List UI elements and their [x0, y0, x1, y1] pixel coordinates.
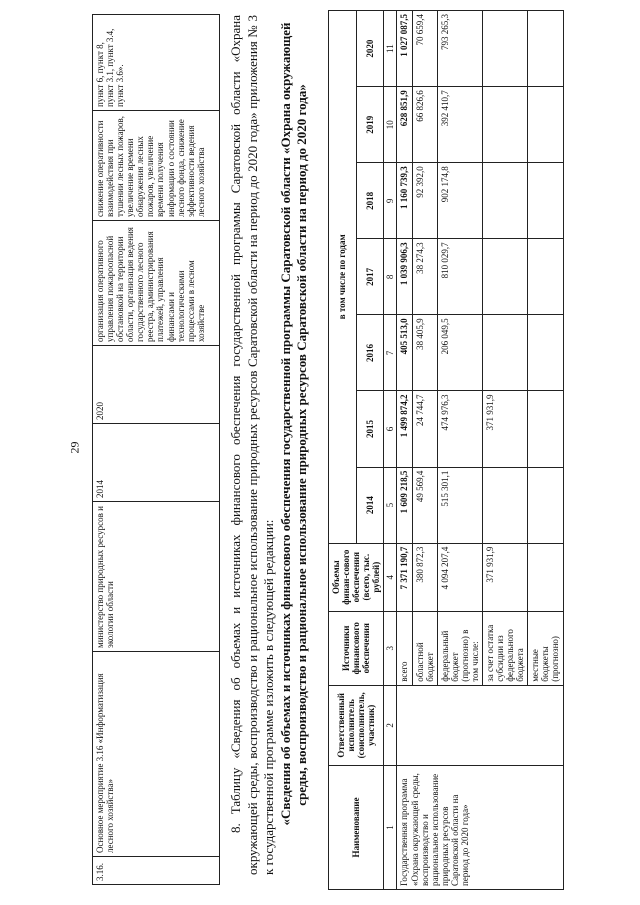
header-executor: Ответственный исполнитель (соисполнитель, участник): [329, 685, 384, 765]
header-year: 2014: [356, 467, 384, 543]
funding-year-value: 1 499 874,2: [397, 391, 412, 467]
funding-year-value: [528, 391, 563, 467]
funding-total: [528, 543, 563, 611]
funding-year-value: 38 274,3: [412, 239, 437, 315]
program-name: Государственная программа «Охрана окружающей среды, воспроизводство и рациональное использование природных ресурсов Саратовской области на период до 2020 года»: [397, 765, 563, 889]
header-year: 2017: [356, 239, 384, 315]
funding-year-value: 49 569,4: [412, 467, 437, 543]
event-tasks: организация оперативного управления пожароопасной обстановкой на территории области, организация ведения государственного лесного реестра, администрирования платежей, управления финансами и технологическими процессами в лесном хозяйстве: [93, 221, 220, 346]
funding-year-value: [528, 87, 563, 163]
event-link: пункт 6, пункт 8, пункт 3.1, пункт 3.4, пункт 3.6».: [93, 15, 220, 111]
funding-total: 7 371 190,7: [397, 543, 412, 611]
funding-year-value: 405 513,0: [397, 315, 412, 391]
column-number: 7: [384, 315, 397, 391]
funding-year-value: 810 029,7: [437, 239, 482, 315]
funding-year-value: 515 301,1: [437, 467, 482, 543]
amendment-text: [228, 15, 311, 875]
funding-total: 380 872,3: [412, 543, 437, 611]
funding-source: местные бюджеты (прогнозно): [528, 611, 563, 685]
funding-year-value: 206 049,5: [437, 315, 482, 391]
table-heading: «Сведения об объемах и источниках финансового обеспечения государственной программы Саратовской области «Охрана окружающей среды, воспроизводство и рациональное использование природных ресурсов Саратовской области на период до 2020 года»: [277, 22, 309, 826]
funding-year-value: [483, 163, 528, 239]
funding-year-value: 70 659,4: [412, 11, 437, 87]
funding-year-value: 371 931,9: [483, 391, 528, 467]
funding-year-value: 38 405,9: [412, 315, 437, 391]
funding-year-value: 902 174,8: [437, 163, 482, 239]
header-name: Наименование: [329, 765, 384, 889]
header-by-years: в том числе по годам: [329, 11, 357, 544]
funding-source: за счет остатка субсидии из федерального бюджета: [483, 611, 528, 685]
funding-year-value: 628 851,9: [397, 87, 412, 163]
column-number: 5: [384, 467, 397, 543]
funding-year-value: [483, 467, 528, 543]
funding-year-value: [483, 11, 528, 87]
header-year: 2016: [356, 315, 384, 391]
program-executor: [397, 685, 563, 765]
funding-year-value: 66 826,6: [412, 87, 437, 163]
event-executor: министерство природных ресурсов и экологии области: [93, 502, 220, 652]
table-body: [397, 11, 563, 890]
table-row: [397, 11, 412, 890]
funding-source: всего: [397, 611, 412, 685]
column-number: 6: [384, 391, 397, 467]
header-sources: Источники финансового обеспечения: [329, 611, 384, 685]
continued-events-table: [92, 14, 220, 885]
event-result: снижение оперативности взаимодействия при тушении лесных пожаров, увеличение времени обнаружения лесных пожаров, увеличение времени получения информации о состоянии лесного фонда, снижение эффективности ведения лесного хозяйства: [93, 111, 220, 221]
column-number: 4: [384, 543, 397, 611]
column-number: 11: [384, 11, 397, 87]
funding-year-value: 1 609 218,5: [397, 467, 412, 543]
column-number: 1: [384, 765, 397, 889]
page-number: 29: [67, 441, 82, 454]
funding-year-value: 1 039 906,3: [397, 239, 412, 315]
funding-year-value: 1 160 739,3: [397, 163, 412, 239]
funding-year-value: [528, 11, 563, 87]
funding-year-value: [528, 315, 563, 391]
header-year: 2018: [356, 163, 384, 239]
header-row: [329, 11, 357, 890]
event-year-end: 2020: [93, 346, 220, 424]
event-name: Основное мероприятие 3.16 «Информатизация лесного хозяйства»: [93, 652, 220, 857]
header-year: 2019: [356, 87, 384, 163]
funding-year-value: [528, 163, 563, 239]
funding-year-value: [528, 239, 563, 315]
funding-year-value: [483, 315, 528, 391]
funding-year-value: 474 976,3: [437, 391, 482, 467]
column-number: 2: [384, 685, 397, 765]
funding-year-value: [528, 467, 563, 543]
funding-year-value: [483, 239, 528, 315]
header-year: 2020: [356, 11, 384, 87]
funding-year-value: [483, 87, 528, 163]
funding-year-value: 92 392,0: [412, 163, 437, 239]
funding-source: областной бюджет: [412, 611, 437, 685]
column-number: 9: [384, 163, 397, 239]
column-number: 8: [384, 239, 397, 315]
table-row: [93, 15, 220, 885]
funding-source: федеральный бюджет (прогнозно) в том числе:: [437, 611, 482, 685]
header-year: 2015: [356, 391, 384, 467]
funding-total: 4 094 207,4: [437, 543, 482, 611]
column-numbers-row: [384, 11, 397, 890]
funding-year-value: 793 265,3: [437, 11, 482, 87]
event-number: 3.16.: [93, 857, 220, 885]
event-year-start: 2014: [93, 424, 220, 502]
amendment-paragraph: 8. Таблицу «Сведения об объемах и источниках финансового обеспечения государственной программы Саратовской области «Охрана окружающей среды, воспроизводство и рациональное использование природных ресурсов Саратовской области на период до 2020 года» приложения № 3 к государственной программе изложить в следующей редакции:: [228, 15, 276, 875]
column-number: 10: [384, 87, 397, 163]
column-number: 3: [384, 611, 397, 685]
financing-table: [328, 10, 564, 890]
funding-total: 371 931,9: [483, 543, 528, 611]
funding-year-value: 24 744,7: [412, 391, 437, 467]
header-volume: Объемы финан-сового обеспечения (всего, тыс. рублей): [329, 543, 384, 611]
funding-year-value: 392 410,7: [437, 87, 482, 163]
funding-year-value: 1 027 087,5: [397, 11, 412, 87]
